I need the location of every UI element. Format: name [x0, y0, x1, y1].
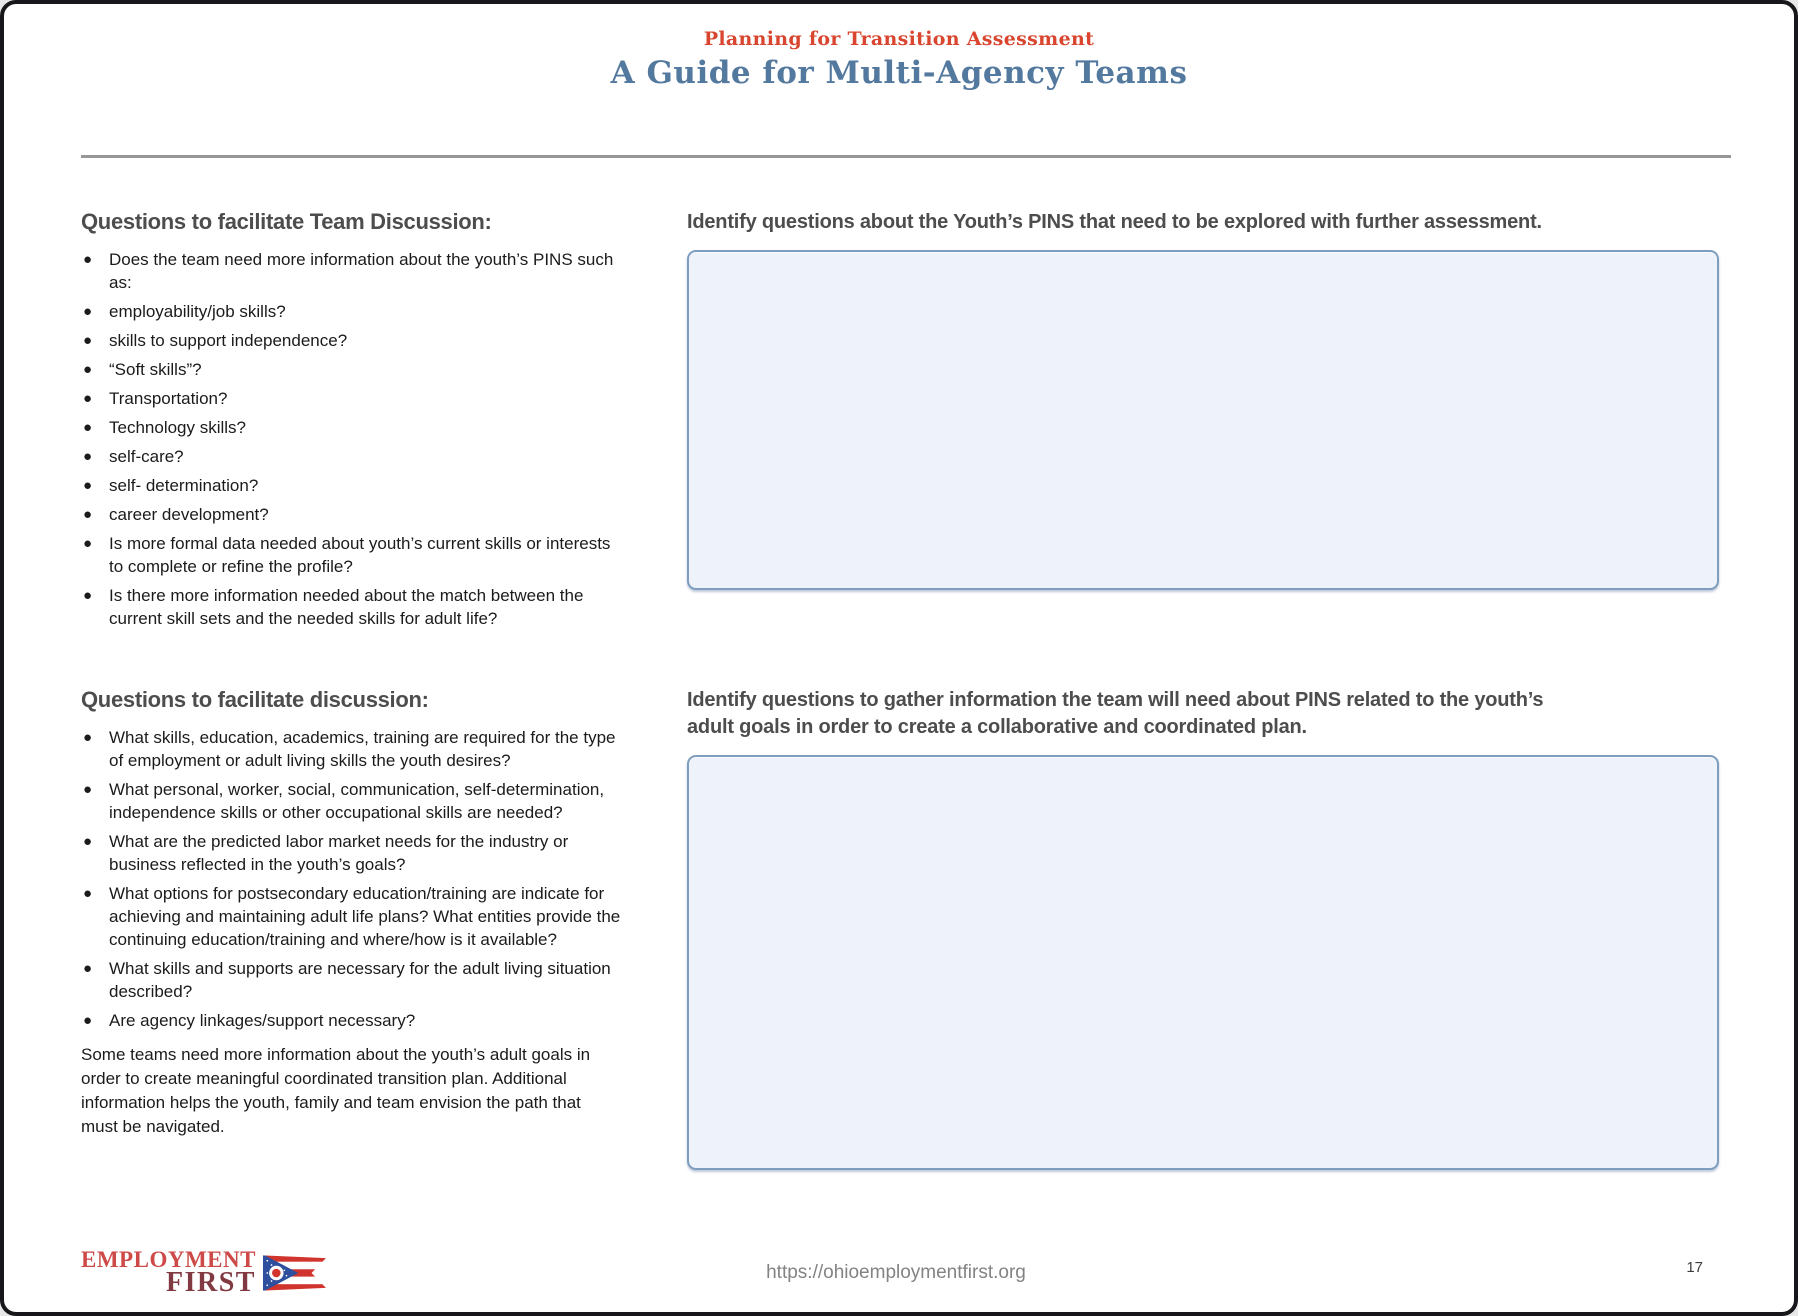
logo-line2: FIRST — [165, 1267, 256, 1299]
list-item — [81, 300, 626, 323]
list-item — [81, 248, 626, 294]
bullet-text: self-care? — [109, 447, 184, 466]
bullet-icon: ● — [83, 781, 93, 798]
adult-goals-group — [687, 687, 1719, 1170]
bullet-icon: ● — [83, 361, 93, 378]
facilitate-discussion-list — [81, 726, 626, 1032]
bullet-icon: ● — [83, 303, 93, 320]
list-item — [81, 445, 626, 468]
bullet-icon: ● — [83, 960, 93, 977]
adult-goals-field[interactable] — [687, 755, 1719, 1170]
bullet-text: What skills and supports are necessary for the adult living situation described? — [109, 959, 611, 1001]
adult-goals-prompt: Identify questions to gather information the team will need about PINS related to the youth’s adult goals in order to create a collaborative and coordinated plan. — [687, 689, 1544, 738]
bullet-icon: ● — [83, 419, 93, 436]
team-discussion-section — [81, 209, 626, 630]
left-column — [81, 209, 626, 1136]
bullet-text: Is more formal data needed about youth’s current skills or interests to complete or refine the profile? — [109, 534, 611, 576]
bullet-icon: ● — [83, 1012, 93, 1029]
list-item — [81, 830, 626, 876]
list-item — [81, 387, 626, 410]
bullet-text: employability/job skills? — [109, 302, 286, 321]
logo-line1: EMPLOYMENT — [81, 1247, 256, 1273]
header-divider — [81, 155, 1731, 158]
page-title: A Guide for Multi-Agency Teams — [610, 55, 1188, 91]
facilitate-discussion-section — [81, 687, 626, 1139]
bullet-text: Transportation? — [109, 389, 228, 408]
closing-paragraph: Some teams need more information about the youth’s adult goals in order to create meaningful coordinated transition plan. Additional information helps the youth, family and team envision the path that must be navigated. — [81, 1045, 591, 1136]
bullet-text: Does the team need more information about the youth’s PINS such as: — [109, 250, 614, 292]
bullet-icon: ● — [83, 251, 93, 268]
bullet-text: What options for postsecondary education/training are indicate for achieving and maintaining adult life plans? What entities provide the continuing education/training and where/how is it available? — [109, 884, 621, 949]
list-item — [81, 532, 626, 578]
list-item — [81, 358, 626, 381]
bullet-text: What personal, worker, social, communication, self-determination, independence skills or other occupational skills are needed? — [109, 780, 605, 822]
pins-assessment-prompt: Identify questions about the Youth’s PINS that need to be explored with further assessment. — [687, 211, 1542, 233]
list-item — [81, 1009, 626, 1032]
pins-assessment-field[interactable] — [687, 250, 1719, 590]
bullet-text: Is there more information needed about the match between the current skill sets and the needed skills for adult life? — [109, 586, 584, 628]
bullet-text: Are agency linkages/support necessary? — [109, 1011, 416, 1030]
page-header — [4, 28, 1794, 91]
bullet-text: What are the predicted labor market needs for the industry or business reflected in the youth’s goals? — [109, 832, 569, 874]
list-item — [81, 584, 626, 630]
list-item — [81, 957, 626, 1003]
list-item — [81, 882, 626, 951]
bullet-icon: ● — [83, 833, 93, 850]
bullet-icon: ● — [83, 506, 93, 523]
bullet-text: self- determination? — [109, 476, 259, 495]
list-item — [81, 503, 626, 526]
bullet-icon: ● — [83, 390, 93, 407]
list-item — [81, 474, 626, 497]
list-item — [81, 416, 626, 439]
bullet-icon: ● — [83, 477, 93, 494]
team-discussion-heading: Questions to facilitate Team Discussion: — [81, 209, 492, 234]
team-discussion-list — [81, 248, 626, 630]
page-number: 17 — [1686, 1259, 1703, 1276]
bullet-icon: ● — [83, 729, 93, 746]
bullet-text: skills to support independence? — [109, 331, 348, 350]
list-item — [81, 726, 626, 772]
bullet-text: What skills, education, academics, training are required for the type of employment or adult living skills the youth desires? — [109, 728, 616, 770]
bullet-text: career development? — [109, 505, 269, 524]
bullet-icon: ● — [83, 587, 93, 604]
bullet-text: Technology skills? — [109, 418, 247, 437]
bullet-text: “Soft skills”? — [109, 360, 202, 379]
eyebrow-title: Planning for Transition Assessment — [703, 28, 1095, 50]
bullet-icon: ● — [83, 535, 93, 552]
bullet-icon: ● — [83, 448, 93, 465]
bullet-icon: ● — [83, 332, 93, 349]
list-item — [81, 329, 626, 352]
footer-url: https://ohioemploymentfirst.org — [766, 1262, 1026, 1283]
list-item — [81, 778, 626, 824]
facilitate-discussion-heading: Questions to facilitate discussion: — [81, 687, 429, 712]
bullet-icon: ● — [83, 885, 93, 902]
right-column — [687, 209, 1719, 738]
pins-assessment-group — [687, 209, 1719, 590]
page-footer — [81, 1236, 1711, 1298]
